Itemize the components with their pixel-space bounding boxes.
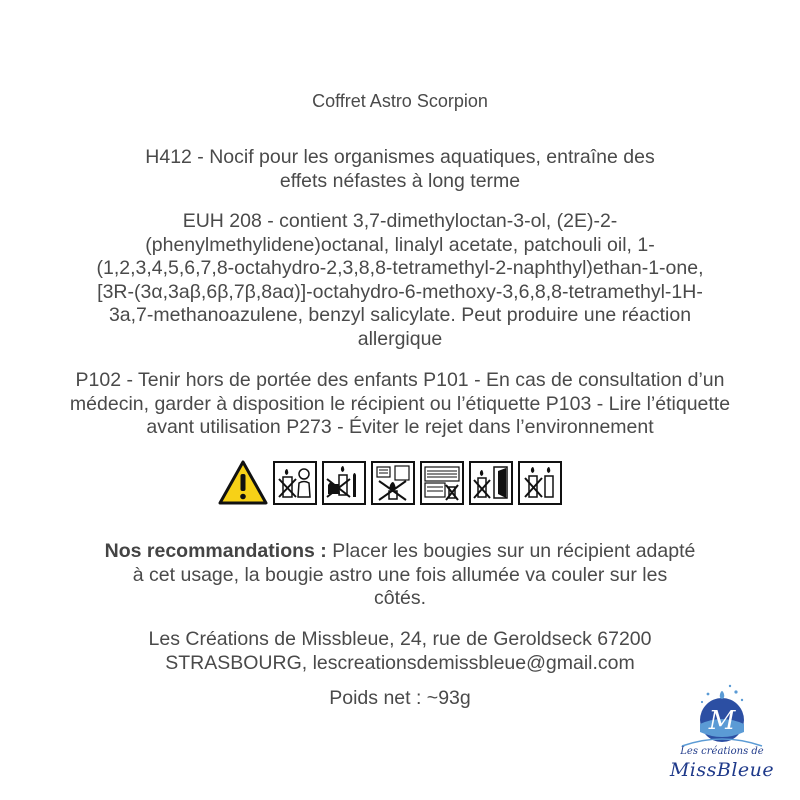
hazard-statement-h412 [0, 146, 800, 193]
logo-script-text: Les créations de [680, 746, 764, 757]
recommendations-line: côtés. [373, 587, 427, 609]
candle-away-from-flammables-icon [371, 461, 415, 505]
euh-line: (1,2,3,4,5,6,7,8-octahydro-2,3,8,8-tetramethyl-2-naphthyl)ethan-1-one, [96, 257, 704, 279]
logo-name-text: MissBleue [669, 759, 775, 781]
euh-line: (phenylmethylidene)octanal, linalyl acetate, patchouli oil, 1- [145, 233, 655, 256]
warning-triangle-icon [218, 460, 268, 506]
h412-line: H412 - Nocif pour les organismes aquatiques, entraîne des [145, 146, 655, 168]
net-weight: Poids net : ~93g [329, 687, 471, 709]
brand-logo [662, 680, 782, 780]
pcode-line: P102 - Tenir hors de portée des enfants P101 - En cas de consultation d’un [75, 369, 725, 391]
recommendations-text: Placer les bougies sur un récipient adapté [326, 540, 696, 562]
recommendations-line [0, 540, 800, 564]
candle-away-from-pets-icon [322, 461, 366, 505]
svg-text:M: M [708, 706, 736, 736]
logo-emblem-icon [662, 680, 782, 750]
h412-line: effets néfastes à long terme [279, 169, 521, 192]
contact-address: Les Créations de Missbleue, 24, rue de Geroldseck 67200 [148, 628, 652, 650]
pcode-line: avant utilisation P273 - Éviter le rejet dans l’environnement [146, 416, 654, 438]
pcode-line: médecin, garder à disposition le récipient ou l’étiquette P103 - Lire l’étiquette [69, 392, 731, 415]
do-not-leave-unattended-icon [469, 461, 513, 505]
recommendations [0, 540, 800, 611]
product-title: Coffret Astro Scorpion [312, 91, 488, 111]
euh208-statement [0, 210, 800, 351]
euh-line: EUH 208 - contient 3,7-dimethyloctan-3-ol, (2E)-2- [182, 210, 618, 232]
recommendations-line: à cet usage, la bougie astro une fois allumée va couler sur les [132, 563, 668, 586]
recommendations-label: Nos recommandations : [104, 540, 327, 562]
euh-line: 3a,7-methanoazulene, benzyl salicylate. Peut produire une réaction [108, 304, 692, 326]
candle-away-from-drafts-icon [420, 461, 464, 505]
candle-away-from-children-icon [273, 461, 317, 505]
keep-candles-apart-icon [518, 461, 562, 505]
euh-line: [3R-(3α,3aβ,6β,7β,8aα)]-octahydro-6-methoxy-3,6,8,8-tetramethyl-1H- [97, 280, 703, 303]
safety-pictograms [218, 459, 562, 507]
precautionary-statements [0, 369, 800, 440]
euh-line: allergique [357, 327, 443, 350]
contact-info [0, 628, 800, 675]
contact-city-email: STRASBOURG, lescreationsdemissbleue@gmail.com [165, 651, 635, 674]
